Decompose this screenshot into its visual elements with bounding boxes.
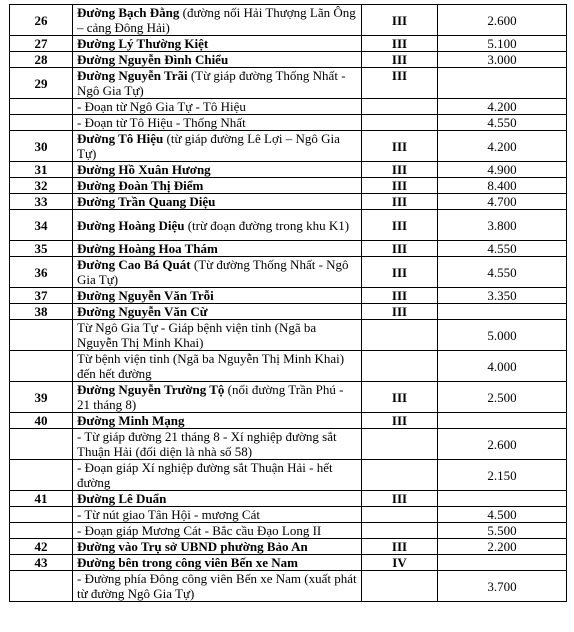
price-cell: 4.200 (438, 131, 567, 162)
row-number-cell: 28 (10, 52, 73, 68)
price-cell: 3.800 (438, 210, 567, 241)
street-name-cell (73, 131, 362, 162)
street-segment-note: - Đoạn từ Tô Hiệu - Thống Nhất (77, 115, 246, 130)
street-class-cell: III (362, 257, 438, 288)
row-number-cell: 27 (10, 36, 73, 52)
row-number-cell: 37 (10, 288, 73, 304)
row-number-cell (10, 523, 73, 539)
table-row (10, 382, 567, 413)
street-name: Đường Lý Thường Kiệt (77, 36, 209, 51)
street-name-cell (73, 68, 362, 99)
street-segment-note: (nối đường Trần Phú - 21 tháng 8) (77, 382, 344, 412)
street-name-cell (73, 36, 362, 52)
row-number-cell: 26 (10, 5, 73, 36)
street-class-cell (362, 429, 438, 460)
street-class-cell (362, 115, 438, 131)
street-class-cell: III (362, 162, 438, 178)
street-name-cell (73, 523, 362, 539)
price-cell (438, 413, 567, 429)
row-number-cell: 31 (10, 162, 73, 178)
street-name-cell (73, 429, 362, 460)
street-segment-note: (từ giáp đường Lê Lợi – Ngô Gia Tự) (77, 131, 340, 161)
table-row (10, 36, 567, 52)
street-name-cell (73, 115, 362, 131)
table-row (10, 131, 567, 162)
street-segment-note: - Đoạn giáp Xí nghiệp đường sắt Thuận Hải - hết đường (77, 460, 333, 490)
table-body (10, 5, 567, 602)
street-name: Đường Nguyễn Đình Chiểu (77, 52, 229, 67)
street-name-cell (73, 162, 362, 178)
price-cell: 5.100 (438, 36, 567, 52)
table-row (10, 320, 567, 351)
street-segment-note: (Từ đường Thống Nhất - Ngô Gia Tự) (77, 257, 349, 287)
row-number-cell: 43 (10, 555, 73, 571)
street-name-cell (73, 539, 362, 555)
street-class-cell: III (362, 68, 438, 99)
street-segment-note: - Đoạn từ Ngô Gia Tự - Tô Hiệu (77, 99, 246, 114)
price-cell: 2.600 (438, 5, 567, 36)
row-number-cell: 38 (10, 304, 73, 320)
street-class-cell (362, 523, 438, 539)
price-cell: 4.550 (438, 257, 567, 288)
street-name: Đường Hoàng Hoa Thám (77, 241, 218, 256)
street-name-cell (73, 99, 362, 115)
price-cell: 4.550 (438, 241, 567, 257)
street-class-cell: IV (362, 555, 438, 571)
price-cell: 5.500 (438, 523, 567, 539)
table-row (10, 5, 567, 36)
table-row (10, 491, 567, 507)
street-name-cell (73, 210, 362, 241)
price-cell: 4.000 (438, 351, 567, 382)
street-name: Đường Nguyễn Trường Tộ (77, 382, 225, 397)
street-segment-note: Từ bệnh viện tỉnh (Ngã ba Nguyễn Thị Minh Khai) đến hết đường (77, 351, 345, 381)
street-class-cell: III (362, 413, 438, 429)
street-name-cell (73, 320, 362, 351)
table-row (10, 460, 567, 491)
street-segment-note: (trừ đoạn đường trong khu K1) (184, 217, 350, 233)
street-name-cell (73, 5, 362, 36)
table-row (10, 288, 567, 304)
row-number-cell (10, 320, 73, 351)
street-name-cell (73, 571, 362, 602)
street-class-cell: III (362, 52, 438, 68)
street-segment-note: - Đoạn giáp Mương Cát - Bắc cầu Đạo Long II (77, 523, 322, 538)
table-row (10, 162, 567, 178)
street-segment-note: - Đường phía Đông công viên Bến xe Nam (xuất phát từ đường Ngô Gia Tự) (77, 571, 357, 601)
row-number-cell: 33 (10, 194, 73, 210)
row-number-cell (10, 99, 73, 115)
price-cell: 5.000 (438, 320, 567, 351)
table-row (10, 413, 567, 429)
row-number-cell (10, 351, 73, 382)
price-cell: 4.500 (438, 507, 567, 523)
row-number-cell: 42 (10, 539, 73, 555)
price-cell (438, 68, 567, 99)
row-number-cell (10, 507, 73, 523)
price-cell (438, 555, 567, 571)
street-class-cell: III (362, 210, 438, 241)
table-row (10, 351, 567, 382)
street-name-cell (73, 241, 362, 257)
street-name: Đường Lê Duẩn (77, 491, 167, 506)
street-name-cell (73, 351, 362, 382)
table-row (10, 241, 567, 257)
street-class-cell (362, 571, 438, 602)
street-name-cell (73, 507, 362, 523)
street-segment-note: - Từ giáp đường 21 tháng 8 - Xí nghiệp đường sắt Thuận Hải (đối diện là nhà số 58) (77, 429, 337, 459)
street-segment-note: - Từ nút giao Tân Hội - mương Cát (77, 507, 260, 522)
street-name-cell (73, 257, 362, 288)
table-row (10, 507, 567, 523)
row-number-cell: 29 (10, 68, 73, 99)
street-name-cell (73, 491, 362, 507)
price-cell: 2.600 (438, 429, 567, 460)
row-number-cell: 39 (10, 382, 73, 413)
row-number-cell (10, 571, 73, 602)
street-name: Đường Nguyễn Văn Trỗi (77, 288, 214, 303)
price-cell: 8.400 (438, 178, 567, 194)
row-number-cell: 40 (10, 413, 73, 429)
price-cell: 3.000 (438, 52, 567, 68)
price-cell: 4.700 (438, 194, 567, 210)
street-class-cell: III (362, 288, 438, 304)
table-row (10, 429, 567, 460)
price-cell (438, 491, 567, 507)
street-class-cell (362, 99, 438, 115)
table-row (10, 571, 567, 602)
table-row (10, 99, 567, 115)
street-name-cell (73, 460, 362, 491)
street-class-cell: III (362, 36, 438, 52)
table-row (10, 178, 567, 194)
street-class-cell: III (362, 304, 438, 320)
street-name: Đường Nguyễn Trãi (77, 68, 188, 83)
price-cell: 2.500 (438, 382, 567, 413)
street-class-cell: III (362, 178, 438, 194)
street-name: Đường Đoàn Thị Điểm (77, 178, 204, 193)
table-row (10, 68, 567, 99)
street-name: Đường vào Trụ sở UBND phường Bảo An (77, 539, 308, 554)
table-row (10, 210, 567, 241)
street-name-cell (73, 304, 362, 320)
price-cell: 4.200 (438, 99, 567, 115)
street-name: Đường Trần Quang Diệu (77, 194, 216, 209)
price-cell: 2.200 (438, 539, 567, 555)
table-row (10, 257, 567, 288)
price-cell: 2.150 (438, 460, 567, 491)
row-number-cell: 41 (10, 491, 73, 507)
street-segment-note: Từ Ngô Gia Tự - Giáp bệnh viện tỉnh (Ngã ba Nguyễn Thị Minh Khai) (77, 320, 317, 350)
table-row (10, 115, 567, 131)
street-name: Đường Minh Mạng (77, 413, 185, 428)
street-class-cell: III (362, 491, 438, 507)
street-name: Đường Hoàng Diệu (77, 217, 185, 233)
street-name: Đường Nguyễn Văn Cừ (77, 304, 208, 319)
street-name-cell (73, 52, 362, 68)
row-number-cell (10, 115, 73, 131)
row-number-cell: 36 (10, 257, 73, 288)
street-class-cell: III (362, 194, 438, 210)
row-number-cell: 35 (10, 241, 73, 257)
row-number-cell (10, 429, 73, 460)
street-name-cell (73, 194, 362, 210)
street-class-cell (362, 320, 438, 351)
street-name: Đường Hồ Xuân Hương (77, 162, 211, 177)
street-class-cell: III (362, 241, 438, 257)
price-cell (438, 304, 567, 320)
row-number-cell: 30 (10, 131, 73, 162)
table-row (10, 539, 567, 555)
price-cell: 3.700 (438, 571, 567, 602)
street-name: Đường bên trong công viên Bến xe Nam (77, 555, 298, 570)
street-class-cell (362, 507, 438, 523)
street-segment-note: (Từ giáp đường Thống Nhất - Ngô Gia Tự) (77, 68, 346, 98)
price-cell: 4.550 (438, 115, 567, 131)
street-class-cell: III (362, 131, 438, 162)
street-name-cell (73, 288, 362, 304)
street-class-cell: III (362, 382, 438, 413)
row-number-cell: 32 (10, 178, 73, 194)
row-number-cell (10, 460, 73, 491)
street-class-cell (362, 351, 438, 382)
table-row (10, 555, 567, 571)
price-cell: 3.350 (438, 288, 567, 304)
table-row (10, 52, 567, 68)
street-name: Đường Bạch Đằng (77, 5, 180, 20)
street-name: Đường Tô Hiệu (77, 131, 164, 146)
price-cell: 4.900 (438, 162, 567, 178)
row-number-cell: 34 (10, 210, 73, 241)
street-name-cell (73, 178, 362, 194)
street-name-cell (73, 413, 362, 429)
table-row (10, 523, 567, 539)
street-segment-note: (đường nối Hải Thượng Lãn Ông – cảng Đông Hải) (77, 5, 356, 35)
street-class-cell: III (362, 539, 438, 555)
table-row (10, 304, 567, 320)
table-row (10, 194, 567, 210)
land-price-table (9, 4, 567, 602)
street-class-cell (362, 460, 438, 491)
street-name-cell (73, 555, 362, 571)
street-name: Đường Cao Bá Quát (77, 257, 191, 272)
street-class-cell: III (362, 5, 438, 36)
street-name-cell (73, 382, 362, 413)
